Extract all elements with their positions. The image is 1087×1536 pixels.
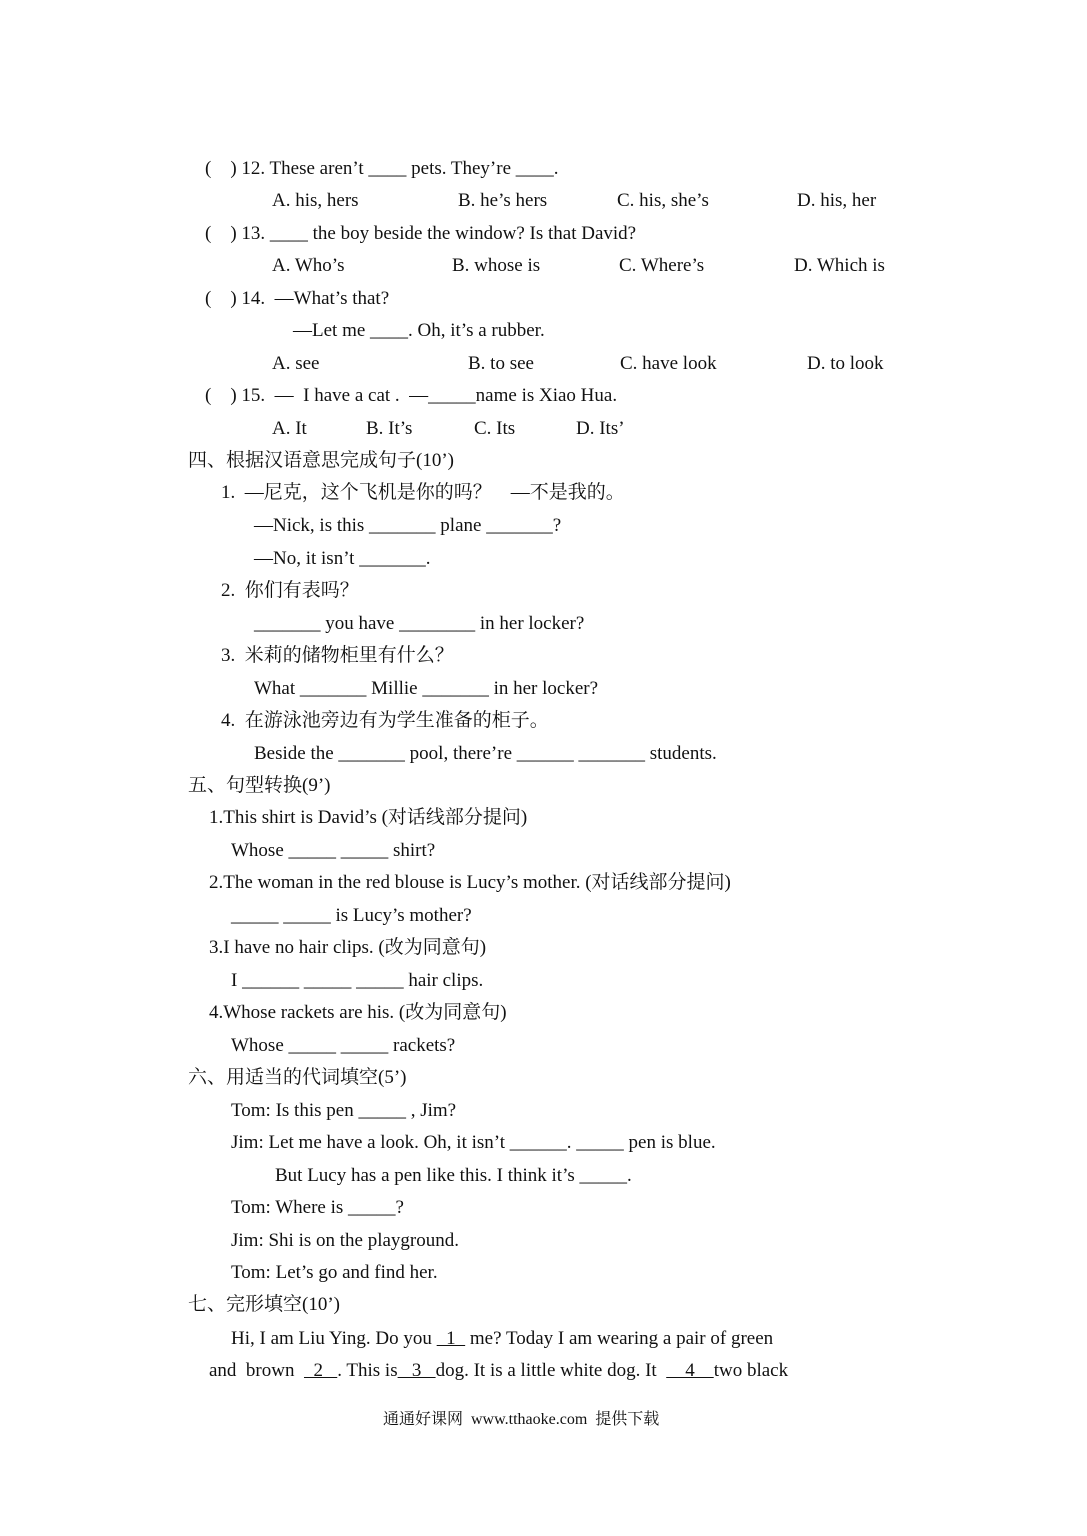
q13-stem: ( ) 13. ____ the boy beside the window? Is that David? bbox=[205, 223, 637, 244]
cloze-blank-3: 3 bbox=[397, 1360, 436, 1381]
q12-option-a: A. his, hers bbox=[272, 190, 359, 211]
cloze-blank-1: 1 bbox=[436, 1328, 466, 1349]
sec4-q3-chinese: 3. 米莉的储物柜里有什么？ bbox=[221, 645, 454, 666]
q13-options bbox=[0, 254, 1087, 278]
sec7-line2-text-e: two black bbox=[713, 1360, 789, 1381]
sec4-q4-line: Beside the _______ pool, there’re ______ _______ students. bbox=[254, 743, 717, 764]
q14-option-b: B. to see bbox=[468, 353, 534, 374]
q15-option-a: A. It bbox=[272, 418, 307, 439]
sec6-line-3: But Lucy has a pen like this. I think it’s _____. bbox=[275, 1165, 632, 1186]
sec4-q3-line: What _______ Millie _______ in her locker? bbox=[254, 678, 599, 699]
q13-option-b: B. whose is bbox=[452, 255, 541, 276]
sec5-q2: 2.The woman in the red blouse is Lucy’s mother. (对话线部分提问) bbox=[209, 872, 731, 893]
q15-options bbox=[0, 417, 1087, 441]
q12-options bbox=[0, 189, 1087, 213]
sec5-q1: 1.This shirt is David’s (对话线部分提问) bbox=[209, 807, 528, 828]
sec5-q2-answer: _____ _____ is Lucy’s mother? bbox=[231, 905, 472, 926]
q12-option-b: B. he’s hers bbox=[458, 190, 548, 211]
sec7-passage-line-2 bbox=[209, 1359, 788, 1383]
sec7-line2-text-a: and brown bbox=[209, 1360, 304, 1381]
q13-option-c: C. Where’s bbox=[619, 255, 705, 276]
q12-option-d: D. his, her bbox=[797, 190, 877, 211]
sec4-q1-line1: —Nick, is this _______ plane _______? bbox=[254, 515, 562, 536]
q15-stem: ( ) 15. — I have a cat . —_____name is Xiao Hua. bbox=[205, 385, 618, 406]
q14-option-a: A. see bbox=[272, 353, 320, 374]
sec6-line-2: Jim: Let me have a look. Oh, it isn’t ______. _____ pen is blue. bbox=[231, 1132, 716, 1153]
q13-option-d: D. Which is bbox=[794, 255, 885, 276]
sec4-q1-line2: —No, it isn’t _______. bbox=[254, 548, 431, 569]
sec5-q4-answer: Whose _____ _____ rackets? bbox=[231, 1035, 456, 1056]
sec4-q1-chinese: 1. —尼克，这个飞机是你的吗？ —不是我的。 bbox=[221, 482, 625, 503]
sec7-line2-text-c: . This is bbox=[337, 1360, 398, 1381]
q13-option-a: A. Who’s bbox=[272, 255, 345, 276]
q14-stem-reply: —Let me ____. Oh, it’s a rubber. bbox=[293, 320, 545, 341]
q12-stem: ( ) 12. These aren’t ____ pets. They’re ____. bbox=[205, 158, 559, 179]
sec7-line1-text-c: me? Today I am wearing a pair of green bbox=[465, 1328, 774, 1349]
cloze-blank-4: 4 bbox=[666, 1360, 714, 1381]
sec5-q1-answer: Whose _____ _____ shirt? bbox=[231, 840, 436, 861]
section-6-title: 六、用适当的代词填空(5’) bbox=[188, 1067, 407, 1088]
section-4-title: 四、根据汉语意思完成句子(10’) bbox=[188, 450, 454, 471]
page-footer: 通通好课网 www.tthaoke.com 提供下载 bbox=[383, 1411, 660, 1428]
sec5-q3: 3.I have no hair clips. (改为同意句) bbox=[209, 937, 487, 958]
sec5-q4: 4.Whose rackets are his. (改为同意句) bbox=[209, 1002, 507, 1023]
sec6-line-6: Tom: Let’s go and find her. bbox=[231, 1262, 438, 1283]
sec5-q3-answer: I ______ _____ _____ hair clips. bbox=[231, 970, 484, 991]
q14-option-c: C. have look bbox=[620, 353, 717, 374]
sec6-line-1: Tom: Is this pen _____ , Jim? bbox=[231, 1100, 457, 1121]
section-5-title: 五、句型转换(9’) bbox=[188, 775, 331, 796]
q14-options bbox=[0, 352, 1087, 376]
q15-option-c: C. Its bbox=[474, 418, 516, 439]
sec4-q2-line: _______ you have ________ in her locker? bbox=[254, 613, 585, 634]
q14-stem: ( ) 14. —What’s that? bbox=[205, 288, 390, 309]
sec6-line-4: Tom: Where is _____? bbox=[231, 1197, 404, 1218]
sec7-line2-text-d: dog. It is a little white dog. It bbox=[435, 1360, 667, 1381]
sec7-passage-line-1 bbox=[231, 1327, 773, 1351]
q15-option-d: D. Its’ bbox=[576, 418, 625, 439]
q14-option-d: D. to look bbox=[807, 353, 884, 374]
q15-option-b: B. It’s bbox=[366, 418, 413, 439]
q12-option-c: C. his, she’s bbox=[617, 190, 709, 211]
section-7-title: 七、完形填空(10’) bbox=[188, 1294, 340, 1315]
sec4-q2-chinese: 2. 你们有表吗？ bbox=[221, 580, 359, 601]
cloze-blank-2: 2 bbox=[303, 1360, 338, 1381]
sec6-line-5: Jim: Shi is on the playground. bbox=[231, 1230, 459, 1251]
sec4-q4-chinese: 4. 在游泳池旁边有为学生准备的柜子。 bbox=[221, 710, 549, 731]
sec7-line1-text-a: Hi, I am Liu Ying. Do you bbox=[231, 1328, 437, 1349]
